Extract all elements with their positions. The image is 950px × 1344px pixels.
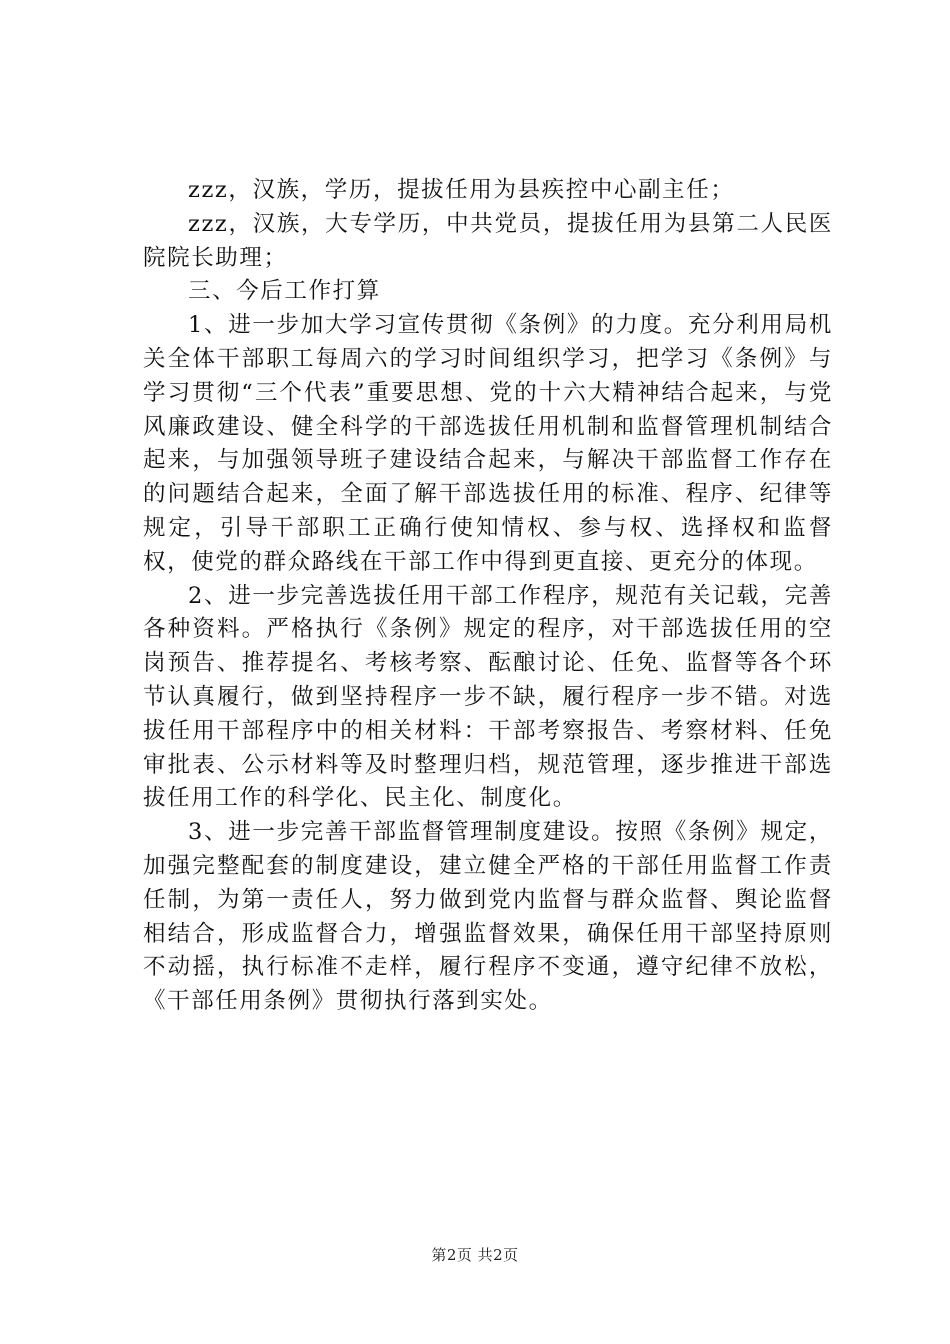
paragraph-appointment-1: zzz，汉族，学历，提拔任用为县疾控中心副主任； xyxy=(188,177,735,203)
paragraph-appointment-2: zzz，汉族，大专学历，中共党员，提拔任用为县第二人民医院院长助理； xyxy=(143,210,833,271)
section-heading-future-plans: 三、今后工作打算 xyxy=(188,278,381,305)
page-number-indicator: 第2页 共2页 xyxy=(431,1246,519,1264)
paragraph-plan-2: 2、进一步完善选拔任用干部工作程序，规范有关记载，完善各种资料。严格执行《条例》规定的程序，对干部选拔任用的空岗预告、推荐提名、考核考察、酝酿讨论、任免、监督等各个环节认真履行，做到坚持程序一步不缺，履行程序一步不错。对选拔任用干部程序中的相关材料：干部考察报告、考察材料、任免审批表、公示材料等及时整理归档，规范管理，逐步推进干部选拔任用工作的科学化、民主化、制度化。 xyxy=(143,582,833,812)
paragraph-plan-3: 3、进一步完善干部监督管理制度建设。按照《条例》规定，加强完整配套的制度建设，建立健全严格的干部任用监督工作责任制，为第一责任人，努力做到党内监督与群众监督、舆论监督相结合，形成监督合力，增强监督效果，确保任用干部坚持原则不动摇，执行标准不走样，履行程序不变通，遵守纪律不放松，《干部任用条例》贯彻执行落到实处。 xyxy=(143,819,833,1015)
document-body xyxy=(143,174,833,1019)
paragraph-plan-1: 1、进一步加大学习宣传贯彻《条例》的力度。充分利用局机关全体干部职工每周六的学习时间组织学习，把学习《条例》与学习贯彻“三个代表”重要思想、党的十六大精神结合起来，与党风廉政建设、健全科学的干部选拔任用机制和监督管理机制结合起来，与加强领导班子建设结合起来，与解决干部监督工作存在的问题结合起来，全面了解干部选拔任用的标准、程序、纪律等规定，引导干部职工正确行使知情权、参与权、选择权和监督权，使党的群众路线在干部工作中得到更直接、更充分的体现。 xyxy=(143,312,833,575)
page-footer xyxy=(0,1245,950,1265)
